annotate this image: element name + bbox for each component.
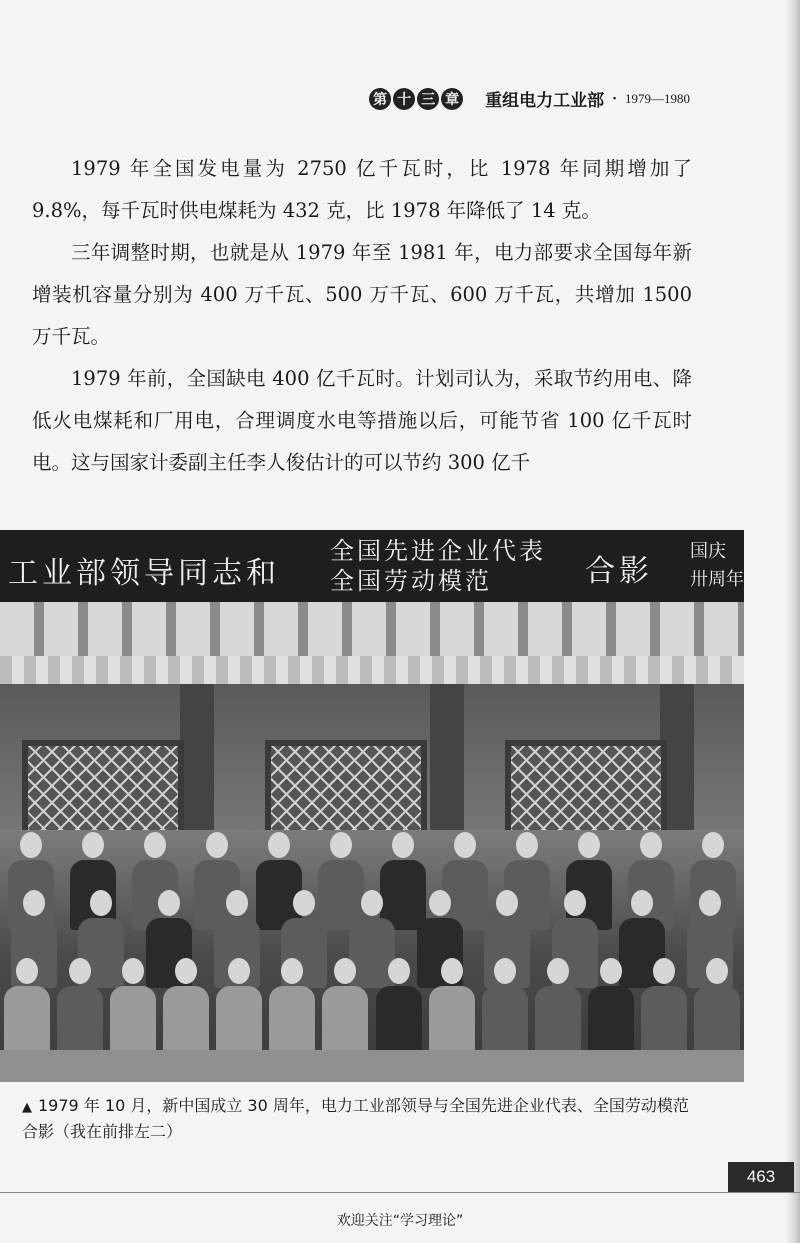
chapter-char: 章 bbox=[441, 88, 463, 110]
body-text bbox=[32, 148, 692, 484]
triangle-icon: ▲ bbox=[22, 1100, 32, 1115]
paragraph: 1979 年前，全国缺电 400 亿千瓦时。计划司认为，采取节约用电、降低火电煤耗和厂用电，合理调度水电等措施以后，可能节省 100 亿千瓦时电。这与国家计委副主任李人俊估计的可以节约 300 亿千 bbox=[32, 367, 692, 474]
banner-far-line: 卅周年 bbox=[690, 569, 744, 590]
page-number: 463 bbox=[728, 1162, 794, 1192]
banner-far-line: 国庆 bbox=[690, 541, 726, 562]
photo-banner bbox=[0, 530, 744, 602]
chapter-char: 三 bbox=[417, 88, 439, 110]
chapter-char: 第 bbox=[369, 88, 391, 110]
footer-text: 欢迎关注“学习理论” bbox=[336, 1213, 464, 1229]
chapter-badge bbox=[369, 88, 463, 110]
banner-text-left: 工业部领导同志和 bbox=[8, 556, 280, 591]
building-eaves bbox=[0, 602, 744, 662]
banner-text-far bbox=[690, 538, 744, 594]
header-separator: · bbox=[612, 90, 617, 107]
ground bbox=[0, 1050, 744, 1082]
people-group bbox=[0, 830, 744, 1082]
running-header bbox=[369, 86, 690, 111]
banner-mid-line: 全国先进企业代表 bbox=[330, 537, 546, 565]
paragraph: 三年调整时期，也就是从 1979 年至 1981 年，电力部要求全国每年新增装机容量分别为 400 万千瓦、500 万千瓦、600 万千瓦，共增加 1500 万千瓦。 bbox=[32, 241, 692, 348]
chapter-title: 重组电力工业部 bbox=[485, 91, 605, 111]
chapter-years: 1979—1980 bbox=[625, 90, 690, 106]
banner-text-right: 合影 bbox=[585, 554, 653, 589]
photo-caption bbox=[22, 1094, 702, 1144]
banner-mid-line: 全国劳动模范 bbox=[330, 567, 492, 595]
page-number-rule bbox=[0, 1192, 800, 1193]
banner-text-middle bbox=[330, 536, 546, 596]
paragraph: 1979 年全国发电量为 2750 亿千瓦时，比 1978 年同期增加了 9.8%，每千瓦时供电煤耗为 432 克，比 1978 年降低了 14 克。 bbox=[32, 157, 692, 222]
caption-text: 1979 年 10 月，新中国成立 30 周年，电力工业部领导与全国先进企业代表、全国劳动模范合影（我在前排左二） bbox=[22, 1096, 689, 1141]
chapter-char: 十 bbox=[393, 88, 415, 110]
group-photo bbox=[0, 530, 744, 1082]
building-eaves-trim bbox=[0, 656, 744, 684]
page-edge bbox=[786, 0, 800, 1243]
